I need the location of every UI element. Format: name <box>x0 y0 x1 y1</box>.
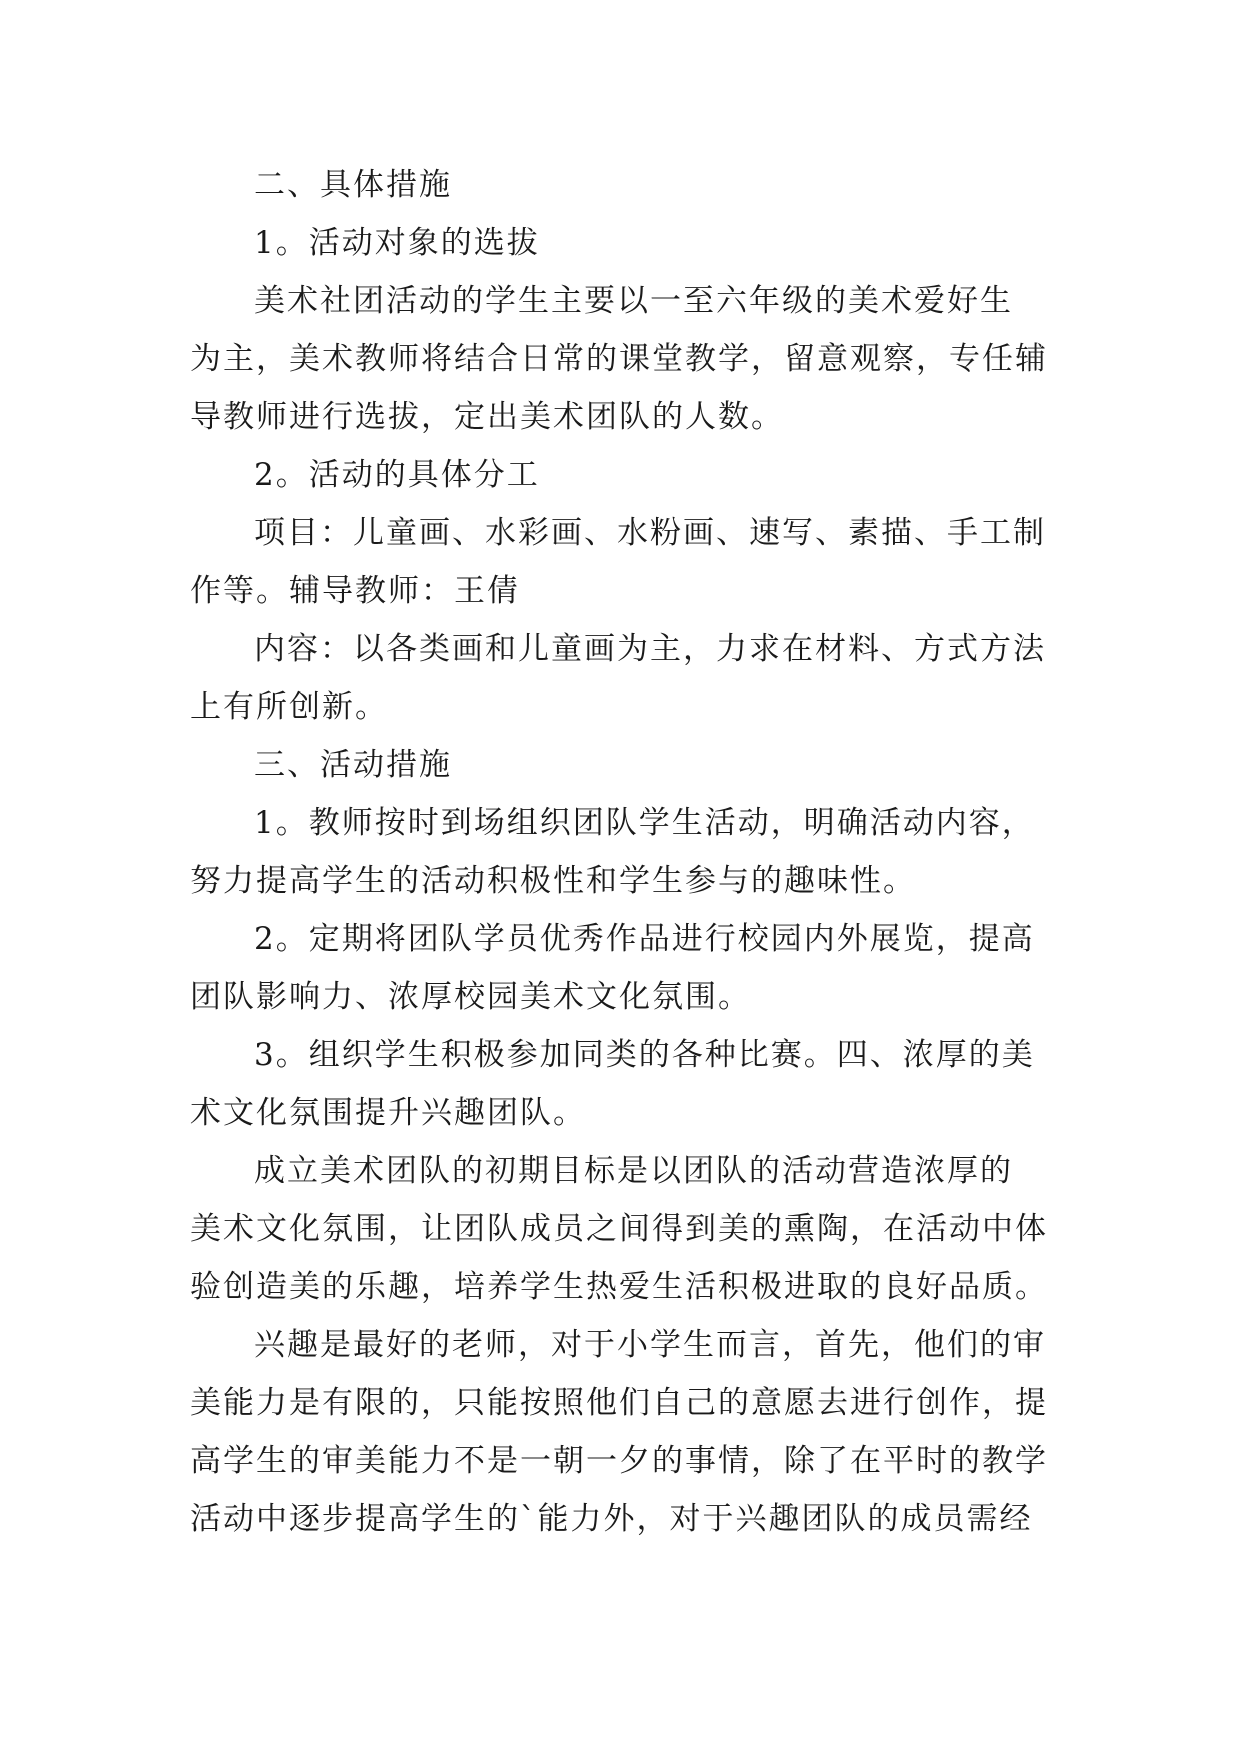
paragraph-line: 术文化氛围提升兴趣团队。 <box>190 1095 586 1131</box>
paragraph-line: 项目：儿童画、水彩画、水粉画、速写、素描、手工制 <box>254 515 1046 551</box>
section-heading-activity-measures: 三、活动措施 <box>254 747 452 783</box>
paragraph-line: 高学生的审美能力不是一朝一夕的事情，除了在平时的教学 <box>190 1443 1048 1479</box>
paragraph-line: 3。组织学生积极参加同类的各种比赛。四、浓厚的美 <box>254 1037 1035 1073</box>
paragraph-line: 成立美术团队的初期目标是以团队的活动营造浓厚的 <box>254 1153 1013 1189</box>
paragraph-line: 作等。辅导教师：王倩 <box>190 573 520 609</box>
paragraph-line: 团队影响力、浓厚校园美术文化氛围。 <box>190 979 751 1015</box>
document-body <box>190 156 1066 1548</box>
paragraph-line: 美术文化氛围，让团队成员之间得到美的熏陶，在活动中体 <box>190 1211 1048 1247</box>
subheading-selection: 1。活动对象的选拔 <box>254 225 540 261</box>
paragraph-line: 导教师进行选拔，定出美术团队的人数。 <box>190 399 784 435</box>
paragraph-line: 为主，美术教师将结合日常的课堂教学，留意观察，专任辅 <box>190 341 1048 377</box>
paragraph-line: 兴趣是最好的老师，对于小学生而言，首先，他们的审 <box>254 1327 1046 1363</box>
paragraph-line: 美术社团活动的学生主要以一至六年级的美术爱好生 <box>254 283 1013 319</box>
paragraph-line: 内容：以各类画和儿童画为主，力求在材料、方式方法 <box>254 631 1046 667</box>
paragraph-line: 1。教师按时到场组织团队学生活动，明确活动内容， <box>254 805 1035 841</box>
paragraph-line: 努力提高学生的活动积极性和学生参与的趣味性。 <box>190 863 916 899</box>
section-heading-measures: 二、具体措施 <box>254 167 452 203</box>
subheading-division: 2。活动的具体分工 <box>254 457 540 493</box>
paragraph-line: 2。定期将团队学员优秀作品进行校园内外展览，提高 <box>254 921 1035 957</box>
paragraph-line: 美能力是有限的，只能按照他们自己的意愿去进行创作，提 <box>190 1385 1048 1421</box>
paragraph-line: 活动中逐步提高学生的`能力外，对于兴趣团队的成员需经 <box>190 1501 1033 1537</box>
paragraph-line: 验创造美的乐趣，培养学生热爱生活积极进取的良好品质。 <box>190 1269 1048 1305</box>
paragraph-line: 上有所创新。 <box>190 689 388 725</box>
